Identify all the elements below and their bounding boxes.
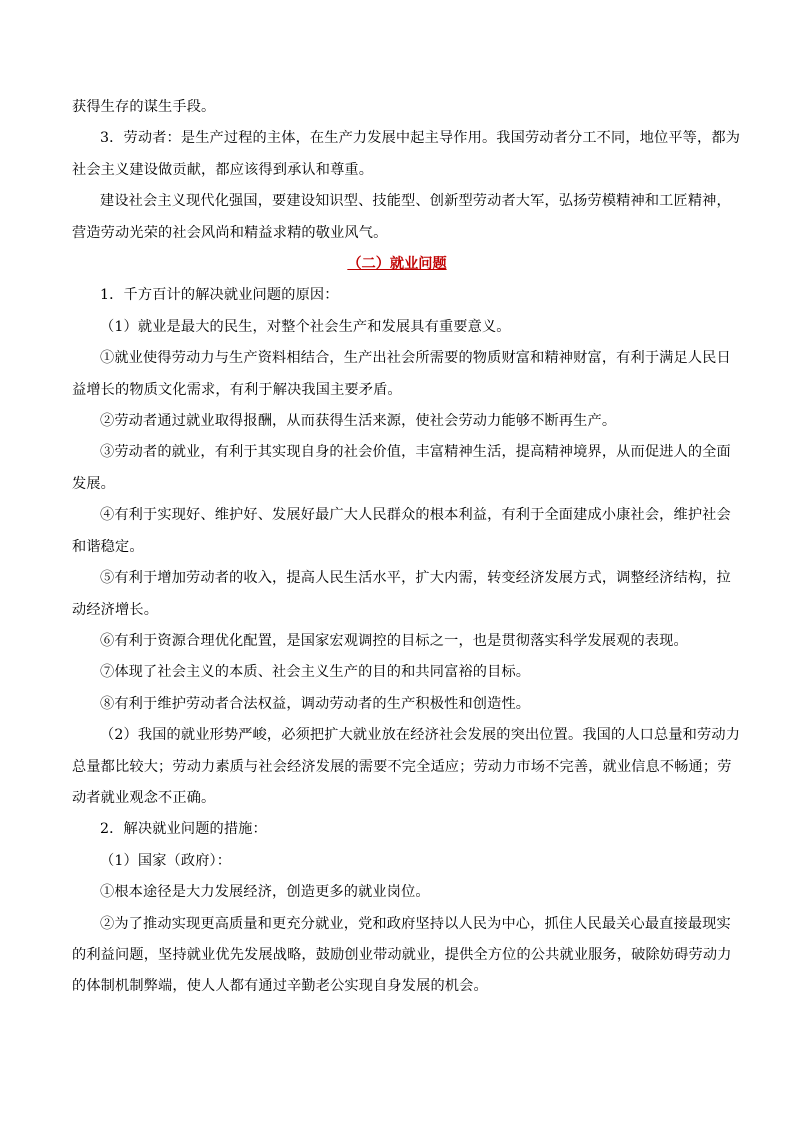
text-line: 建设社会主义现代化强国，要建设知识型、技能型、创新型劳动者大军，弘扬劳模精神和工匠精神， [100,193,731,210]
text-line: 获得生存的谋生手段。 [72,99,216,115]
text-line: （1）就业是最大的民生，对整个社会生产和发展具有重要意义。 [100,318,511,335]
text-line: （1）国家（政府）： [100,852,232,869]
text-line: 2．解决就业问题的措施： [100,821,267,838]
text-line: 和谐稳定。 [72,538,144,555]
text-line: ①根本途径是大力发展经济，创造更多的就业岗位。 [100,884,430,901]
text-line: 3．劳动者：是生产过程的主体，在生产力发展中起主导作用。我国劳动者分工不同，地位平等，都为 [100,130,741,147]
text-line: ⑧有利于维护劳动者合法权益，调动劳动者的生产积极性和创造性。 [100,695,531,712]
text-line: （2）我国的就业形势严峻，必须把扩大就业放在经济社会发展的突出位置。我国的人口总量和劳动力 [100,727,741,744]
text-line: 1．千方百计的解决就业问题的原因： [100,287,339,304]
text-line: ①就业使得劳动力与生产资料相结合，生产出社会所需要的物质财富和精神财富，有利于满足人民日 [100,350,731,367]
text-line: 营造劳动光荣的社会风尚和精益求精的敬业风气。 [72,224,388,241]
text-line: 动经济增长。 [72,601,159,618]
text-line: 总量都比较大；劳动力素质与社会经济发展的需要不完全适应；劳动力市场不完善，就业信息不畅通；劳 [72,758,732,775]
text-line: ⑦体现了社会主义的本质、社会主义生产的目的和共同富裕的目标。 [100,664,531,681]
text-line: 动者就业观念不正确。 [72,789,216,806]
text-line: ②劳动者通过就业取得报酬，从而获得生活来源，使社会劳动力能够不断再生产。 [100,413,617,430]
text-line: 社会主义建设做贡献，都应该得到承认和尊重。 [72,161,374,178]
text-line: ⑥有利于资源合理优化配置，是国家宏观调控的目标之一，也是贯彻落实科学发展观的表现。 [100,632,688,649]
text-line: ④有利于实现好、维护好、发展好最广大人民群众的根本利益，有利于全面建成小康社会，维护社会 [100,507,731,524]
text-line: 发展。 [72,475,116,492]
text-line: ③劳动者的就业，有利于其实现自身的社会价值，丰富精神生活，提高精神境界，从而促进人的全面 [100,444,731,461]
text-line: ②为了推动实现更高质量和更充分就业，党和政府坚持以人民为中心，抓住人民最关心最直接最现实 [100,915,731,932]
text-line: 益增长的物质文化需求，有利于解决我国主要矛盾。 [72,381,402,398]
document-page [72,92,741,1003]
text-line: 的体制机制弊端，使人人都有通过辛勤老公实现自身发展的机会。 [72,978,488,995]
section-heading: （二）就业问题 [347,256,447,273]
text-line: 的利益问题，坚持就业优先发展战略，鼓励创业带动就业，提供全方位的公共就业服务，破除妨碍劳动力 [72,946,732,963]
text-line: ⑤有利于增加劳动者的收入，提高人民生活水平，扩大内需，转变经济发展方式，调整经济结构，拉 [100,570,731,587]
